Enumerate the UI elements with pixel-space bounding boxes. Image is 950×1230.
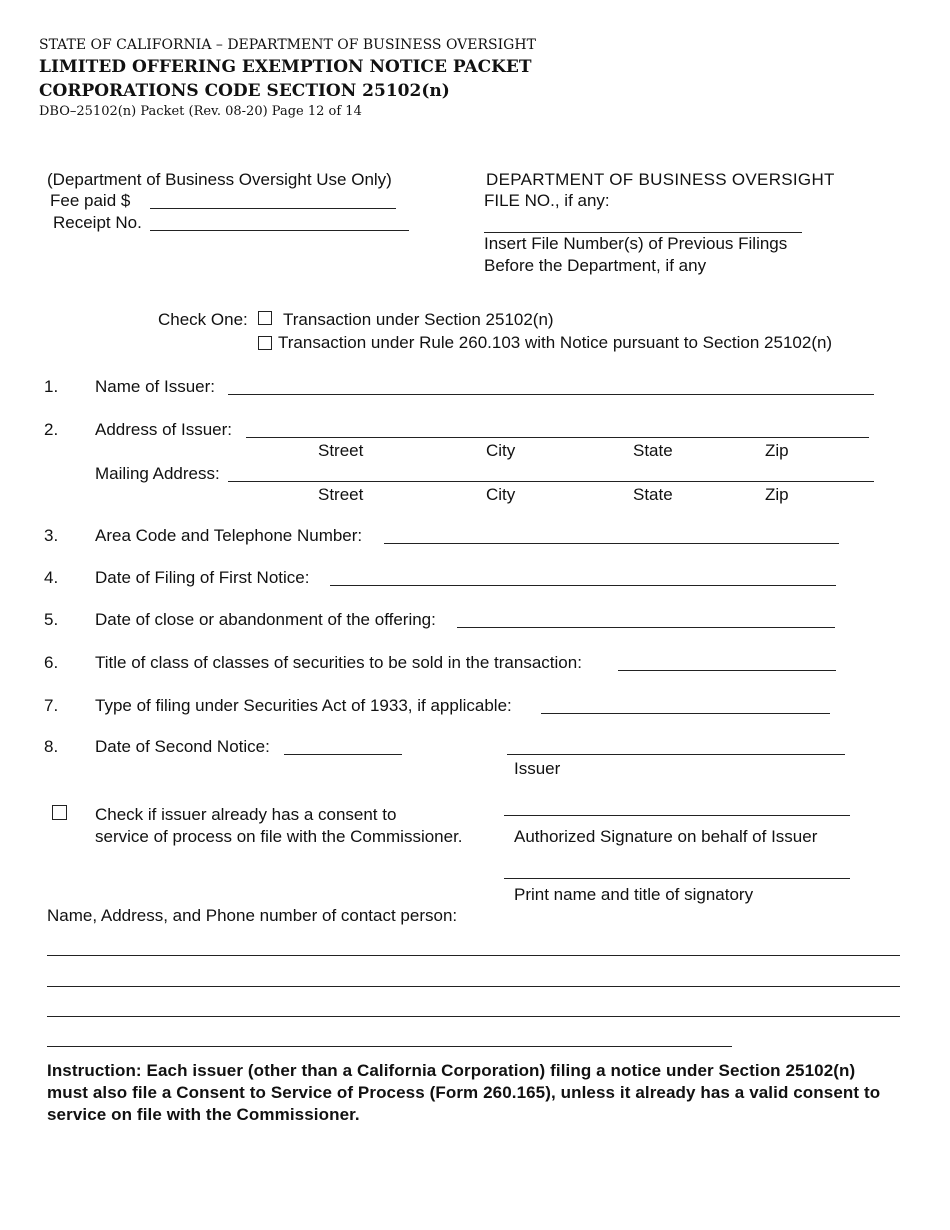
securities-class-label: Title of class of classes of securities to be sold in the transaction: bbox=[95, 653, 582, 672]
consent-on-file-line2: service of process on file with the Commissioner. bbox=[95, 827, 463, 846]
issuer-signature-line[interactable] bbox=[507, 754, 845, 755]
consent-on-file-line1: Check if issuer already has a consent to bbox=[95, 805, 397, 824]
mailing-city-caption: City bbox=[486, 485, 516, 504]
first-notice-date-label: Date of Filing of First Notice: bbox=[95, 568, 310, 587]
section-25102n-label: Transaction under Section 25102(n) bbox=[283, 310, 554, 329]
telephone-label: Area Code and Telephone Number: bbox=[95, 526, 363, 545]
contact-person-label: Name, Address, and Phone number of contact person: bbox=[47, 906, 458, 925]
office-use-heading: (Department of Business Oversight Use Only) bbox=[47, 170, 392, 189]
second-notice-date-label: Date of Second Notice: bbox=[95, 737, 270, 756]
address-state-caption: State bbox=[633, 441, 673, 460]
mailing-state-caption: State bbox=[633, 485, 673, 504]
issuer-address-field[interactable] bbox=[246, 437, 869, 438]
securities-class-field[interactable] bbox=[618, 670, 836, 671]
item-5-number: 5. bbox=[44, 610, 59, 629]
second-notice-date-field[interactable] bbox=[284, 754, 402, 755]
instruction-text: Instruction: Each issuer (other than a California Corporation) filing a notice under Section 25102(n) must also file a Consent to Service of Process (Form 260.165), unless it already has a valid consent to service on file with the Commissioner. bbox=[47, 1061, 881, 1124]
file-no-note-line2: Before the Department, if any bbox=[484, 256, 707, 275]
mailing-zip-caption: Zip bbox=[765, 485, 789, 504]
first-notice-date-field[interactable] bbox=[330, 585, 836, 586]
issuer-name-label: Name of Issuer: bbox=[95, 377, 215, 396]
consent-on-file-checkbox[interactable] bbox=[52, 805, 67, 820]
form-title-line1: LIMITED OFFERING EXEMPTION NOTICE PACKET bbox=[39, 57, 532, 77]
contact-line-2[interactable] bbox=[47, 986, 900, 987]
issuer-caption: Issuer bbox=[514, 759, 561, 778]
issuer-name-field[interactable] bbox=[228, 394, 874, 395]
item-3-number: 3. bbox=[44, 526, 59, 545]
filing-type-field[interactable] bbox=[541, 713, 830, 714]
print-name-caption: Print name and title of signatory bbox=[514, 885, 754, 904]
check-one-label: Check One: bbox=[158, 310, 248, 329]
address-city-caption: City bbox=[486, 441, 516, 460]
print-name-line[interactable] bbox=[504, 878, 850, 879]
rule-260103-checkbox[interactable] bbox=[258, 336, 272, 350]
item-2-number: 2. bbox=[44, 420, 59, 439]
file-no-heading: DEPARTMENT OF BUSINESS OVERSIGHT bbox=[486, 170, 835, 189]
file-no-field[interactable] bbox=[484, 232, 802, 233]
mailing-address-field[interactable] bbox=[228, 481, 874, 482]
file-no-note-line1: Insert File Number(s) of Previous Filings bbox=[484, 234, 788, 253]
section-25102n-checkbox[interactable] bbox=[258, 311, 272, 325]
mailing-street-caption: Street bbox=[318, 485, 364, 504]
receipt-field[interactable] bbox=[150, 230, 409, 231]
file-no-label: FILE NO., if any: bbox=[484, 191, 610, 210]
issuer-address-label: Address of Issuer: bbox=[95, 420, 233, 439]
address-street-caption: Street bbox=[318, 441, 364, 460]
telephone-field[interactable] bbox=[384, 543, 839, 544]
close-date-field[interactable] bbox=[457, 627, 835, 628]
item-8-number: 8. bbox=[44, 737, 59, 756]
item-6-number: 6. bbox=[44, 653, 59, 672]
fee-paid-label: Fee paid $ bbox=[50, 191, 131, 210]
form-title-line2: CORPORATIONS CODE SECTION 25102(n) bbox=[39, 81, 450, 101]
fee-paid-field[interactable] bbox=[150, 208, 396, 209]
rule-260103-label: Transaction under Rule 260.103 with Notice pursuant to Section 25102(n) bbox=[278, 333, 833, 352]
contact-line-4[interactable] bbox=[47, 1046, 732, 1047]
close-date-label: Date of close or abandonment of the offering: bbox=[95, 610, 436, 629]
item-1-number: 1. bbox=[44, 377, 59, 396]
filing-type-label: Type of filing under Securities Act of 1933, if applicable: bbox=[95, 696, 512, 715]
receipt-label: Receipt No. bbox=[53, 213, 142, 232]
contact-line-1[interactable] bbox=[47, 955, 900, 956]
agency-header: STATE OF CALIFORNIA – DEPARTMENT OF BUSINESS OVERSIGHT bbox=[39, 37, 536, 53]
mailing-address-label: Mailing Address: bbox=[95, 464, 220, 483]
address-zip-caption: Zip bbox=[765, 441, 789, 460]
authorized-signature-line[interactable] bbox=[504, 815, 850, 816]
form-id: DBO–25102(n) Packet (Rev. 08-20) Page 12 of 14 bbox=[39, 104, 362, 119]
item-4-number: 4. bbox=[44, 568, 59, 587]
contact-line-3[interactable] bbox=[47, 1016, 900, 1017]
authorized-signature-caption: Authorized Signature on behalf of Issuer bbox=[514, 827, 818, 846]
item-7-number: 7. bbox=[44, 696, 59, 715]
